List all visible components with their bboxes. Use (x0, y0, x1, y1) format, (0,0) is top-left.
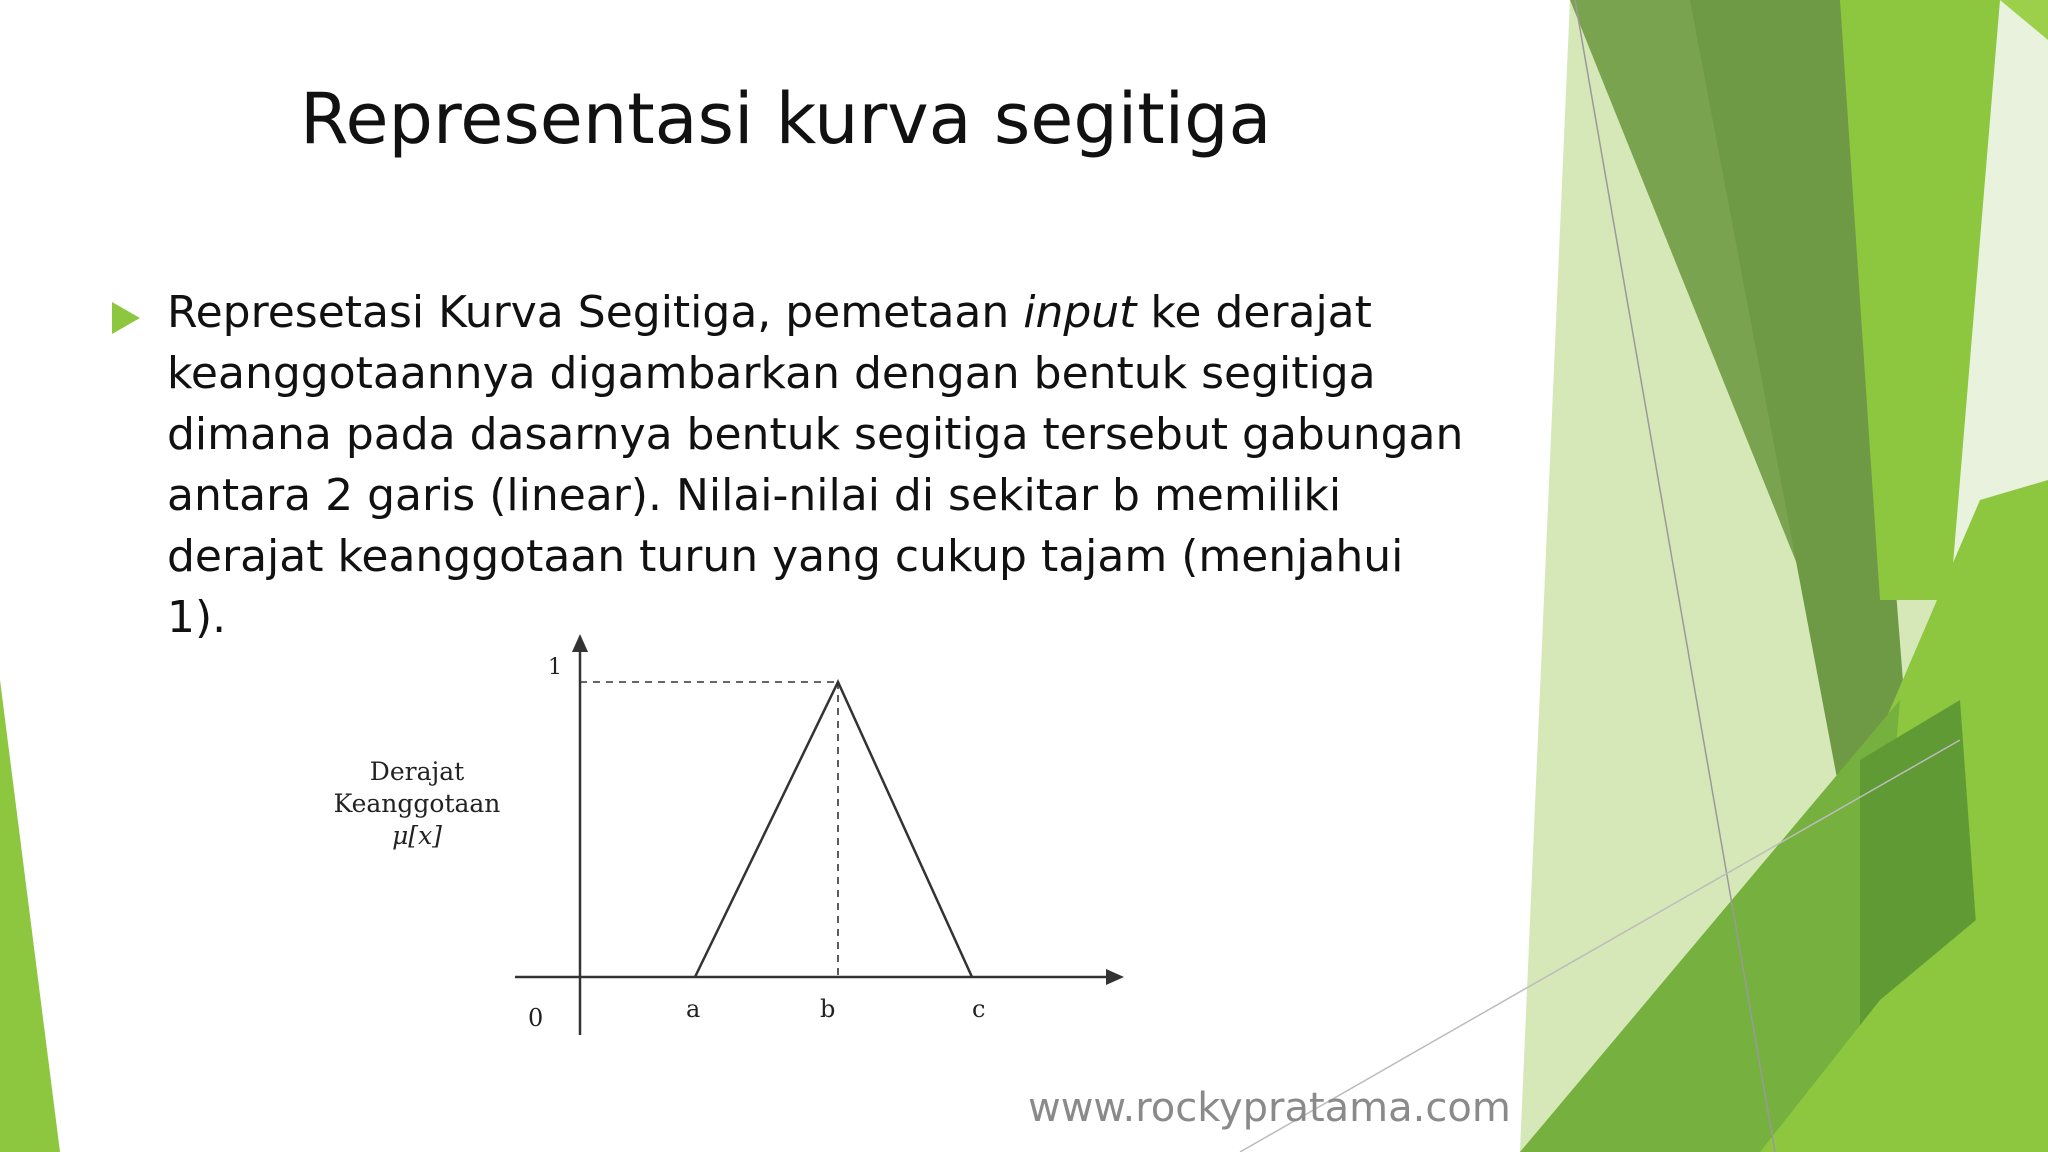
slide-title: Representasi kurva segitiga (300, 78, 1272, 160)
y-tick-1: 1 (548, 655, 562, 680)
y-label-keanggotaan: Keanggotaan (333, 789, 501, 818)
y-label-mu: μ[x] (392, 821, 442, 850)
x-label-c: c (972, 995, 986, 1023)
website-footer: www.rockypratama.com (1028, 1085, 1511, 1131)
y-label-derajat: Derajat (369, 757, 465, 786)
x-label-a: a (686, 995, 701, 1023)
triangle-membership-diagram (300, 630, 1150, 1060)
bullet-text (167, 282, 1567, 648)
left-green-sliver (0, 680, 60, 1152)
bullet-line-1-start: Represetasi Kurva Segitiga, pemetaan (167, 287, 1024, 338)
bullet-arrow-icon (112, 302, 140, 334)
bullet-line-1-end: ke derajat (1136, 287, 1372, 338)
bullet-line-2: keanggotaannya digambarkan dengan bentuk segitiga (167, 348, 1376, 399)
bullet-line-3: dimana pada dasarnya bentuk segitiga tersebut gabungan (167, 409, 1464, 460)
bullet-italic-input: input (1023, 287, 1137, 338)
bullet-line-1 (167, 282, 1567, 343)
bullet-line-4: antara 2 garis (linear). Nilai-nilai di sekitar b memiliki (167, 470, 1342, 521)
origin-label: 0 (528, 1004, 544, 1032)
x-label-b: b (820, 995, 836, 1023)
bullet-line-5: derajat keanggotaan turun yang cukup tajam (menjahui (167, 531, 1404, 582)
bullet-line-6: 1). (167, 592, 227, 643)
